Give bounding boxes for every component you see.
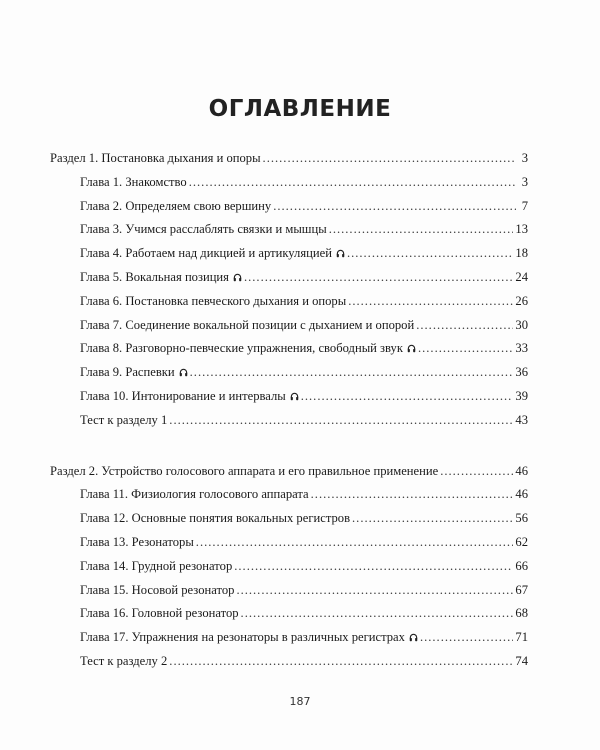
toc-entry-text: Раздел 2. Устройство голосового аппарата и его правильное применение <box>50 463 439 478</box>
dot-leader <box>301 385 514 409</box>
dot-leader <box>244 266 513 290</box>
toc-page-number: 30 <box>515 317 528 332</box>
toc-part-entry[interactable] <box>0 147 600 171</box>
toc-entry-text: Глава 4. Работаем над дикцией и артикуляцией <box>80 246 332 261</box>
toc-page-number: 56 <box>515 511 528 526</box>
toc-part-entry[interactable] <box>0 460 600 484</box>
toc-entry-label <box>80 195 271 219</box>
dot-leader <box>348 290 513 314</box>
dot-leader <box>234 555 513 579</box>
toc-page-number: 46 <box>515 463 528 478</box>
toc-entry-text: Глава 2. Определяем свою вершину <box>80 198 272 213</box>
toc-chapter-entry[interactable] <box>0 483 600 507</box>
toc-page-number: 71 <box>515 630 528 645</box>
toc-entry-label <box>80 626 418 650</box>
toc-entry-text: Глава 1. Знакомство <box>80 174 187 189</box>
toc-page-number: 43 <box>515 412 528 427</box>
toc-page-number: 3 <box>521 174 528 189</box>
toc-chapter-entry[interactable] <box>0 266 600 290</box>
toc-page-number: 7 <box>521 198 528 213</box>
toc-entry-text: Глава 14. Грудной резонатор <box>80 558 233 573</box>
toc-entry-text: Глава 8. Разговорно-певческие упражнения, свободный звук <box>80 341 403 356</box>
toc-entry-text: Глава 9. Распевки <box>80 365 175 380</box>
toc-entry-label <box>80 555 232 579</box>
toc-entry-text: Глава 17. Упражнения на резонаторы в различных регистрах <box>80 630 405 645</box>
dot-leader <box>311 483 514 507</box>
dot-leader <box>273 195 516 219</box>
toc-entry-label <box>80 650 167 674</box>
headphones-icon <box>409 633 418 642</box>
toc-entry-text: Глава 11. Физиология голосового аппарата <box>80 487 309 502</box>
toc-chapter-entry[interactable] <box>0 314 600 338</box>
toc-entry-label <box>80 507 350 531</box>
toc-chapter-entry[interactable] <box>0 650 600 674</box>
toc-page-number: 33 <box>515 341 528 356</box>
toc-entry-text: Глава 6. Постановка певческого дыхания и опоры <box>80 293 347 308</box>
dot-leader <box>352 507 513 531</box>
toc-entry-label <box>50 460 438 484</box>
toc-entry-label <box>80 531 194 555</box>
toc-page-number: 66 <box>515 558 528 573</box>
toc-entry-text: Тест к разделу 1 <box>80 412 168 427</box>
toc-chapter-entry[interactable] <box>0 555 600 579</box>
toc-entry-text: Глава 7. Соединение вокальной позиции с дыханием и опорой <box>80 317 415 332</box>
toc-entry-label <box>80 337 416 361</box>
dot-leader <box>190 361 514 385</box>
toc-chapter-entry[interactable] <box>0 195 600 219</box>
toc-entry-label <box>80 602 239 626</box>
toc-entry-label <box>80 409 167 433</box>
dot-leader <box>189 171 516 195</box>
table-of-contents <box>0 147 600 674</box>
toc-section <box>0 147 600 433</box>
dot-leader <box>416 314 513 338</box>
toc-entry-text: Глава 16. Головной резонатор <box>80 606 239 621</box>
toc-chapter-entry[interactable] <box>0 242 600 266</box>
dot-leader <box>440 460 513 484</box>
toc-entry-label <box>80 483 309 507</box>
toc-chapter-entry[interactable] <box>0 531 600 555</box>
toc-chapter-entry[interactable] <box>0 626 600 650</box>
toc-entry-text: Глава 3. Учимся расслаблять связки и мышцы <box>80 222 327 237</box>
toc-entry-label <box>80 385 299 409</box>
toc-page-number: 62 <box>515 534 528 549</box>
dot-leader <box>263 147 516 171</box>
dot-leader <box>329 218 514 242</box>
toc-chapter-entry[interactable] <box>0 218 600 242</box>
page-title: ОГЛАВЛЕНИЕ <box>208 96 392 122</box>
dot-leader <box>241 602 514 626</box>
dot-leader <box>169 409 513 433</box>
page-number: 187 <box>289 695 311 708</box>
toc-page-number: 26 <box>515 293 528 308</box>
toc-entry-label <box>80 361 188 385</box>
dot-leader <box>236 579 513 603</box>
toc-page-number: 67 <box>515 582 528 597</box>
headphones-icon <box>233 273 242 282</box>
headphones-icon <box>407 344 416 353</box>
toc-entry-text: Глава 13. Резонаторы <box>80 534 194 549</box>
toc-entry-text: Раздел 1. Постановка дыхания и опоры <box>50 151 261 165</box>
toc-entry-label <box>80 314 414 338</box>
toc-section <box>0 460 600 674</box>
toc-page-number: 74 <box>515 653 528 668</box>
toc-entry-label <box>80 171 187 195</box>
dot-leader <box>418 337 513 361</box>
toc-page-number: 24 <box>515 269 528 284</box>
toc-entry-text: Глава 15. Носовой резонатор <box>80 582 235 597</box>
toc-entry-text: Глава 5. Вокальная позиция <box>80 269 229 284</box>
toc-page-number: 36 <box>515 365 528 380</box>
toc-entry-label <box>80 242 345 266</box>
toc-entry-label <box>50 147 261 171</box>
toc-entry-text: Тест к разделу 2 <box>80 653 168 668</box>
headphones-icon <box>179 368 188 377</box>
dot-leader <box>347 242 513 266</box>
headphones-icon <box>290 392 299 401</box>
dot-leader <box>420 626 513 650</box>
dot-leader <box>169 650 513 674</box>
toc-entry-text: Глава 12. Основные понятия вокальных регистров <box>80 511 351 526</box>
toc-chapter-entry[interactable] <box>0 337 600 361</box>
toc-chapter-entry[interactable] <box>0 290 600 314</box>
toc-chapter-entry[interactable] <box>0 602 600 626</box>
toc-page-number: 13 <box>515 222 528 237</box>
toc-chapter-entry[interactable] <box>0 385 600 409</box>
toc-entry-label <box>80 290 346 314</box>
toc-chapter-entry[interactable] <box>0 171 600 195</box>
toc-entry-label <box>80 218 327 242</box>
toc-chapter-entry[interactable] <box>0 579 600 603</box>
toc-entry-label <box>80 579 234 603</box>
toc-chapter-entry[interactable] <box>0 409 600 433</box>
dot-leader <box>196 531 514 555</box>
toc-page-number: 46 <box>515 487 528 502</box>
toc-entry-label <box>80 266 242 290</box>
toc-page-number: 39 <box>515 388 528 403</box>
headphones-icon <box>336 249 345 258</box>
toc-chapter-entry[interactable] <box>0 507 600 531</box>
toc-page-number: 68 <box>515 606 528 621</box>
toc-entry-text: Глава 10. Интонирование и интервалы <box>80 388 286 403</box>
toc-chapter-entry[interactable] <box>0 361 600 385</box>
toc-page-number: 3 <box>521 151 528 165</box>
toc-page-number: 18 <box>515 246 528 261</box>
